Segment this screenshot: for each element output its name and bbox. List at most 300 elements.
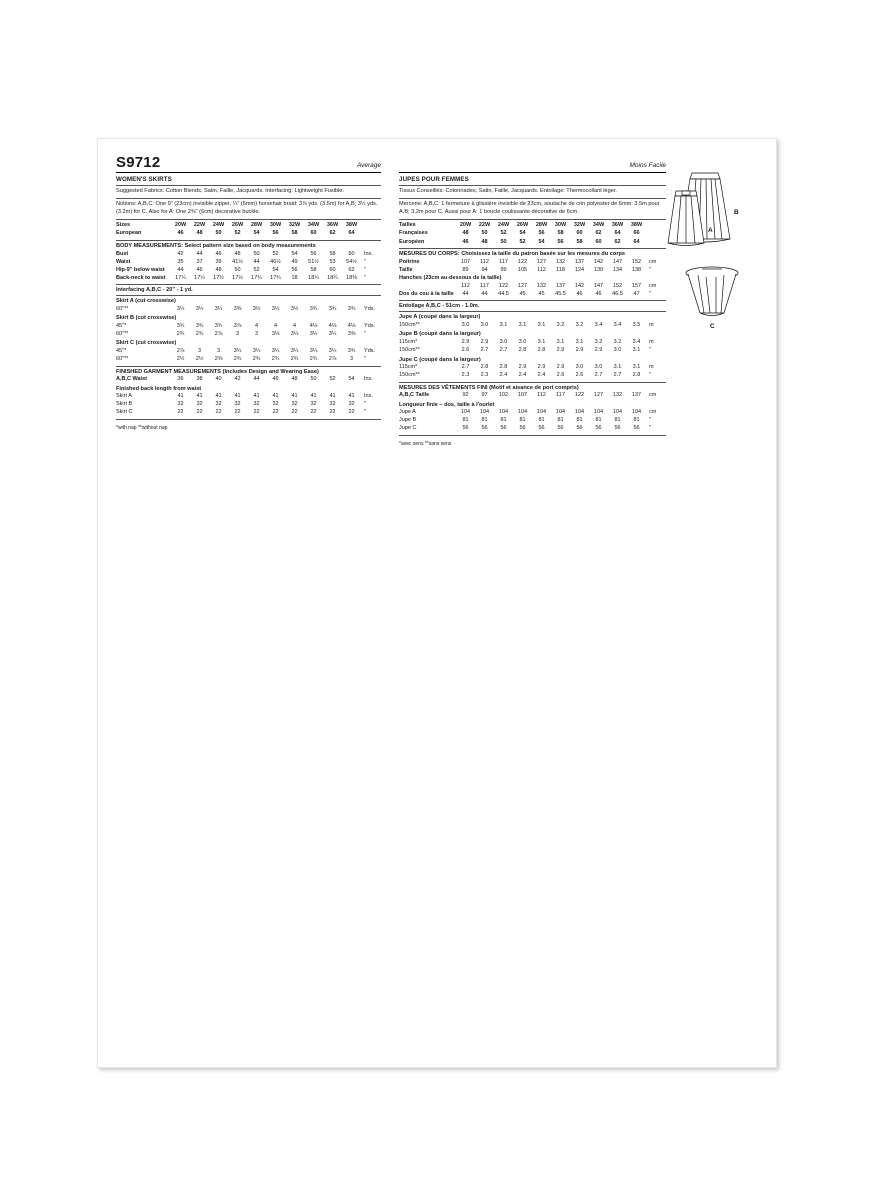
cell: 4 xyxy=(293,322,297,329)
table-row xyxy=(116,376,381,384)
cell: 26W xyxy=(516,222,529,229)
cell: 3¾ xyxy=(214,322,223,329)
cell: 26W xyxy=(231,222,244,229)
cell: 3.1 xyxy=(613,364,622,371)
english-size-table xyxy=(116,222,381,238)
cell: 52 xyxy=(253,266,260,273)
cell: 50 xyxy=(500,238,507,245)
cell: 3.2 xyxy=(575,321,584,328)
cell: 152 xyxy=(631,258,642,265)
cell: 34W xyxy=(592,222,605,229)
french-title: JUPES POUR FEMMES xyxy=(399,176,469,183)
cell: 2.7 xyxy=(499,347,508,354)
cell: 56 xyxy=(500,425,507,432)
french-header-row xyxy=(399,155,666,170)
divider xyxy=(399,435,666,436)
cell-unit xyxy=(646,238,666,246)
table-row xyxy=(399,230,666,238)
cell: 56 xyxy=(291,266,298,273)
cell: 3.1 xyxy=(518,321,527,328)
cell-unit: " xyxy=(649,372,651,379)
cell: 3.0 xyxy=(575,364,584,371)
cell: 56 xyxy=(462,425,469,432)
cell: 58 xyxy=(329,250,336,257)
cell: 3¾ xyxy=(309,305,318,312)
cell-unit: cm xyxy=(649,392,657,399)
cell: 66 xyxy=(633,230,640,237)
divider xyxy=(399,382,666,383)
table-row xyxy=(116,230,381,238)
cell: 46 xyxy=(196,266,203,273)
row-label: Dos du cou à la taille xyxy=(399,290,454,297)
cell-unit: " xyxy=(649,347,651,354)
english-yardage-table-b xyxy=(116,322,381,338)
french-column xyxy=(391,155,666,447)
cell: 48 xyxy=(215,266,222,273)
cell-unit: cm xyxy=(649,282,657,289)
cell: 22 xyxy=(291,409,298,416)
cell-unit: Yds. xyxy=(364,305,376,312)
cell: 132 xyxy=(612,392,623,399)
cell: 3.2 xyxy=(594,338,603,345)
cell: 54½ xyxy=(346,258,357,265)
cell: 2.4 xyxy=(537,372,546,379)
cell: 62 xyxy=(329,230,336,237)
cell: 56 xyxy=(557,425,564,432)
english-yardage-table-c xyxy=(116,347,381,363)
cell: 2.9 xyxy=(594,347,603,354)
cell: 64 xyxy=(633,238,640,245)
cell: 147 xyxy=(593,282,604,289)
row-label: Waist xyxy=(116,258,131,265)
cell: 52 xyxy=(500,230,507,237)
cell: 3½ xyxy=(252,305,261,312)
table-row xyxy=(116,305,381,313)
divider xyxy=(399,219,666,220)
content-columns xyxy=(116,155,758,447)
cell: 41 xyxy=(348,393,355,400)
cell: 28W xyxy=(250,222,263,229)
cell: 117 xyxy=(499,258,508,265)
french-notions: Mercerie: A,B,C: 1 fermeture à glissière invisible de 23cm, soutache de crin polyester de 6mm: 3.5m pour A,B; 3.2m pour C. Aussi pour A: 1 boucle coulissante décorative de 6cm. xyxy=(399,200,660,215)
divider xyxy=(116,198,381,199)
row-label: 45"* xyxy=(116,322,127,329)
cell: 107 xyxy=(517,392,528,399)
cell: 46.5 xyxy=(612,290,623,297)
cell: 3.1 xyxy=(632,364,641,371)
row-label: Taille xyxy=(399,266,413,273)
cell: 152 xyxy=(612,282,623,289)
cell: 44 xyxy=(462,290,469,297)
cell: 22 xyxy=(253,409,260,416)
cell: 17½ xyxy=(213,274,224,281)
cell: 2.3 xyxy=(461,372,470,379)
cell: 22W xyxy=(478,222,491,229)
cell: 3 xyxy=(255,330,259,337)
cell: 56 xyxy=(310,250,317,257)
row-label: Hip-9" below waist xyxy=(116,266,165,273)
cell: 50 xyxy=(481,230,488,237)
cell-unit: " xyxy=(364,356,366,363)
cell: 48 xyxy=(462,230,469,237)
cell: 50 xyxy=(215,230,222,237)
cell: 124 xyxy=(574,266,585,273)
cell: 46 xyxy=(177,230,184,237)
cell-unit: " xyxy=(649,266,651,273)
cell: 3⅜ xyxy=(347,330,356,337)
cell: 32 xyxy=(291,401,298,408)
cell: 46 xyxy=(272,376,279,383)
cell: 117 xyxy=(556,392,565,399)
cell: 32W xyxy=(573,222,586,229)
cell: 3¼ xyxy=(290,347,299,354)
cell: 4⅛ xyxy=(309,322,318,329)
cell: 2¾ xyxy=(309,356,318,363)
cell: 2½ xyxy=(195,356,204,363)
table-row xyxy=(116,258,381,266)
cell: 41 xyxy=(215,393,222,400)
cell: 60 xyxy=(310,230,317,237)
cell: 2⅞ xyxy=(328,356,337,363)
cell: 56 xyxy=(614,425,621,432)
french-yardage-table-b xyxy=(399,338,666,354)
cell: 36 xyxy=(177,376,184,383)
cell: 49 xyxy=(291,258,298,265)
row-label: Skirt C xyxy=(116,409,133,416)
cell-unit: " xyxy=(364,409,366,416)
cell: 4⅛ xyxy=(328,322,337,329)
table-row xyxy=(116,274,381,282)
cell: 3.4 xyxy=(594,321,603,328)
cell-unit: cm xyxy=(649,409,657,416)
row-label xyxy=(399,282,456,290)
cell: 3 xyxy=(350,356,354,363)
cell: 3.4 xyxy=(632,338,641,345)
table-row xyxy=(116,355,381,363)
cell: 41 xyxy=(234,393,241,400)
divider xyxy=(116,219,381,220)
cell: 112 xyxy=(537,266,546,273)
english-fabrics: Suggested Fabrics: Cotton Blends, Satin, Faille, Jacquards. Interfacing: Lightweight Fusible. xyxy=(116,188,344,194)
cell: 2¾ xyxy=(290,356,299,363)
cell: 3⅞ xyxy=(233,322,242,329)
row-label: Tailles xyxy=(399,222,416,229)
french-body-measurements-title: MESURES DU CORPS: Choisissez la taille du patron basée sur les mesures du corps xyxy=(399,251,626,257)
sheet-content xyxy=(98,139,776,1067)
cell: 3.2 xyxy=(556,321,565,328)
cell: 2.3 xyxy=(480,372,489,379)
view-label-a: A xyxy=(708,227,713,234)
cell: 2.7 xyxy=(461,364,470,371)
cell-unit: Ins. xyxy=(364,250,373,257)
cell: 54 xyxy=(291,250,298,257)
cell: 56 xyxy=(519,425,526,432)
cell-unit: " xyxy=(649,425,651,432)
cell: 105 xyxy=(517,266,528,273)
cell: 45 xyxy=(519,290,526,297)
cell: 32 xyxy=(196,401,203,408)
cell: 54 xyxy=(253,230,260,237)
cell: 3 xyxy=(217,347,221,354)
cell: 32 xyxy=(310,401,317,408)
cell: 30W xyxy=(554,222,567,229)
cell: 50 xyxy=(253,250,260,257)
cell: 48 xyxy=(481,238,488,245)
cell: 64 xyxy=(614,230,621,237)
cell: 2.4 xyxy=(499,372,508,379)
view-label-b: B xyxy=(734,209,739,216)
cell-unit xyxy=(646,230,666,238)
cell: 3¾ xyxy=(176,322,185,329)
cell: 54 xyxy=(519,230,526,237)
cell: 132 xyxy=(555,258,566,265)
cell: 2.8 xyxy=(632,372,641,379)
cell: 52 xyxy=(272,250,279,257)
row-label: Bust xyxy=(116,250,129,257)
row-label: Européen xyxy=(399,238,425,245)
cell: 2⅝ xyxy=(214,356,223,363)
cell: 22 xyxy=(272,409,279,416)
table-row xyxy=(399,364,666,372)
cell-unit: " xyxy=(364,401,366,408)
cell: 122 xyxy=(574,392,585,399)
cell: 18¼ xyxy=(308,274,319,281)
cell: 56 xyxy=(481,425,488,432)
cell: 122 xyxy=(517,258,528,265)
cell: 58 xyxy=(557,230,564,237)
cell: 56 xyxy=(272,230,279,237)
cell: 46 xyxy=(462,238,469,245)
divider xyxy=(399,248,666,249)
cell: 99 xyxy=(500,266,507,273)
cell: 2⅞ xyxy=(214,330,223,337)
cell: 50 xyxy=(310,376,317,383)
table-row xyxy=(399,258,666,266)
cell: 3.2 xyxy=(613,338,622,345)
table-row xyxy=(399,346,666,354)
cell-unit xyxy=(361,230,381,238)
cell: 3.5 xyxy=(632,321,641,328)
cell: 44.5 xyxy=(498,290,509,297)
cell: 32 xyxy=(215,401,222,408)
cell: 60 xyxy=(576,230,583,237)
table-row xyxy=(399,238,666,246)
cell: 48 xyxy=(291,376,298,383)
cell: 52 xyxy=(519,238,526,245)
cell: 3¼ xyxy=(309,330,318,337)
row-label: Poitrine xyxy=(399,258,420,265)
divider xyxy=(116,419,381,420)
cell: 22 xyxy=(196,409,203,416)
row-label: 60"** xyxy=(116,330,129,337)
cell-unit xyxy=(646,222,666,230)
english-finished-length-table xyxy=(116,393,381,417)
cell: 45 xyxy=(538,290,545,297)
cell: 3.0 xyxy=(480,321,489,328)
cell: 104 xyxy=(517,409,528,416)
cell: 104 xyxy=(593,409,604,416)
cell: 3¼ xyxy=(271,347,280,354)
cell: 3¾ xyxy=(328,305,337,312)
cell: 127 xyxy=(517,282,528,289)
cell: 107 xyxy=(460,258,471,265)
cell: 24W xyxy=(212,222,225,229)
cell: 17½ xyxy=(232,274,243,281)
cell: 2.4 xyxy=(518,372,527,379)
cell: 3.4 xyxy=(613,321,622,328)
pattern-number: S9712 xyxy=(116,154,161,171)
cell: 51½ xyxy=(308,258,319,265)
cell-unit: " xyxy=(364,258,366,265)
cell: 2.8 xyxy=(480,364,489,371)
cell: 97 xyxy=(481,392,488,399)
cell: 42 xyxy=(177,250,184,257)
cell: 3½ xyxy=(271,305,280,312)
cell-unit: " xyxy=(364,274,366,281)
cell-unit: Yds. xyxy=(364,322,376,329)
cell: 35 xyxy=(177,258,184,265)
row-label: 60"** xyxy=(116,305,129,312)
cell: 3.1 xyxy=(556,338,565,345)
cell: 17¾ xyxy=(270,274,281,281)
cell: 104 xyxy=(555,409,566,416)
cell: 3.0 xyxy=(594,364,603,371)
cell: 134 xyxy=(612,266,623,273)
table-row xyxy=(399,290,666,298)
cell: 2.7 xyxy=(594,372,603,379)
cell: 56 xyxy=(538,230,545,237)
row-label: Jupe A xyxy=(399,409,416,416)
cell: 22 xyxy=(329,409,336,416)
cell: 3¾ xyxy=(347,347,356,354)
divider xyxy=(116,240,381,241)
row-label: Sizes xyxy=(116,222,131,229)
cell: 81 xyxy=(576,417,583,424)
cell: 47 xyxy=(633,290,640,297)
table-row xyxy=(399,274,666,282)
french-finished-title: MESURES DES VÊTEMENTS FINI (Motif et aisance de port compris) xyxy=(399,384,579,391)
divider xyxy=(399,172,666,173)
cell: 20W xyxy=(459,222,472,229)
cell: 3.0 xyxy=(613,347,622,354)
cell: 3.1 xyxy=(537,338,546,345)
cell: 60 xyxy=(595,238,602,245)
table-row xyxy=(116,222,381,230)
table-row xyxy=(399,222,666,230)
cell-unit: m xyxy=(649,338,654,345)
french-yardage-title-a: Jupe A (coupé dans la largeur) xyxy=(399,314,481,321)
cell: 127 xyxy=(593,392,604,399)
divider xyxy=(116,185,381,186)
cell: 137 xyxy=(574,258,585,265)
cell: 81 xyxy=(519,417,526,424)
cell: 41 xyxy=(329,393,336,400)
cell: 3¼ xyxy=(176,305,185,312)
cell: 62 xyxy=(595,230,602,237)
cell: 36W xyxy=(611,222,624,229)
cell: 54 xyxy=(272,266,279,273)
cell: 132 xyxy=(536,282,547,289)
cell: 52 xyxy=(329,376,336,383)
row-label: Skirt B xyxy=(116,401,133,408)
cell: 44 xyxy=(481,290,488,297)
cell: 38W xyxy=(630,222,643,229)
cell: 50 xyxy=(234,266,241,273)
divider xyxy=(399,300,666,301)
cell: 147 xyxy=(612,258,623,265)
cell: 2.8 xyxy=(537,347,546,354)
row-label: 115cm* xyxy=(399,364,418,371)
cell: 22 xyxy=(310,409,317,416)
cell: 138 xyxy=(631,266,642,273)
row-label: Skirt A xyxy=(116,393,132,400)
cell-unit: m xyxy=(649,364,654,371)
french-size-table xyxy=(399,222,666,246)
english-interfacing: Interfacing A,B,C - 20" - 1 yd. xyxy=(116,287,193,294)
cell: 81 xyxy=(614,417,621,424)
divider xyxy=(116,172,381,173)
french-yardage-table-c xyxy=(399,364,666,380)
cell: 104 xyxy=(612,409,623,416)
pattern-envelope-back xyxy=(97,138,777,1068)
row-label: 150cm** xyxy=(399,321,420,328)
table-row xyxy=(399,372,666,380)
cell: 32 xyxy=(329,401,336,408)
cell: 3 xyxy=(236,330,240,337)
cell: 2.9 xyxy=(537,364,546,371)
cell: 92 xyxy=(462,392,469,399)
english-column xyxy=(116,155,391,447)
cell: 2.8 xyxy=(499,364,508,371)
cell: 42 xyxy=(234,376,241,383)
english-yardage-title-a: Skirt A (cut crosswise) xyxy=(116,298,176,305)
cell: 60 xyxy=(348,250,355,257)
cell: 2¾ xyxy=(233,356,242,363)
cell: 3¼ xyxy=(328,347,337,354)
row-label: 150cm** xyxy=(399,347,420,354)
cell: 2.9 xyxy=(480,338,489,345)
table-row xyxy=(399,282,666,290)
cell: 22 xyxy=(215,409,222,416)
cell: 56 xyxy=(595,425,602,432)
cell: 40 xyxy=(215,376,222,383)
cell: 22 xyxy=(348,409,355,416)
line-art-illustrations xyxy=(666,161,758,361)
french-yardage-title-c: Jupe C (coupé dans la largeur) xyxy=(399,356,481,363)
cell: 3¼ xyxy=(252,347,261,354)
cell: 48 xyxy=(234,250,241,257)
cell: 46 xyxy=(215,250,222,257)
cell: 3¼ xyxy=(214,305,223,312)
cell: 2.9 xyxy=(556,347,565,354)
cell: 38 xyxy=(196,376,203,383)
cell: 3⅜ xyxy=(233,305,242,312)
cell: 3.0 xyxy=(518,338,527,345)
cell: 81 xyxy=(633,417,640,424)
table-row xyxy=(399,425,666,433)
english-finished-table xyxy=(116,376,381,384)
french-interfacing: Entoilage A,B,C - 51cm - 1.0m. xyxy=(399,303,480,310)
cell: 142 xyxy=(593,258,604,265)
difficulty-french: Moins Facile xyxy=(629,162,666,169)
cell: 32 xyxy=(253,401,260,408)
cell: 81 xyxy=(538,417,545,424)
cell: 56 xyxy=(538,425,545,432)
cell: 3.0 xyxy=(461,321,470,328)
cell: 3.1 xyxy=(575,338,584,345)
cell: 18¼ xyxy=(327,274,338,281)
cell: 32W xyxy=(288,222,301,229)
